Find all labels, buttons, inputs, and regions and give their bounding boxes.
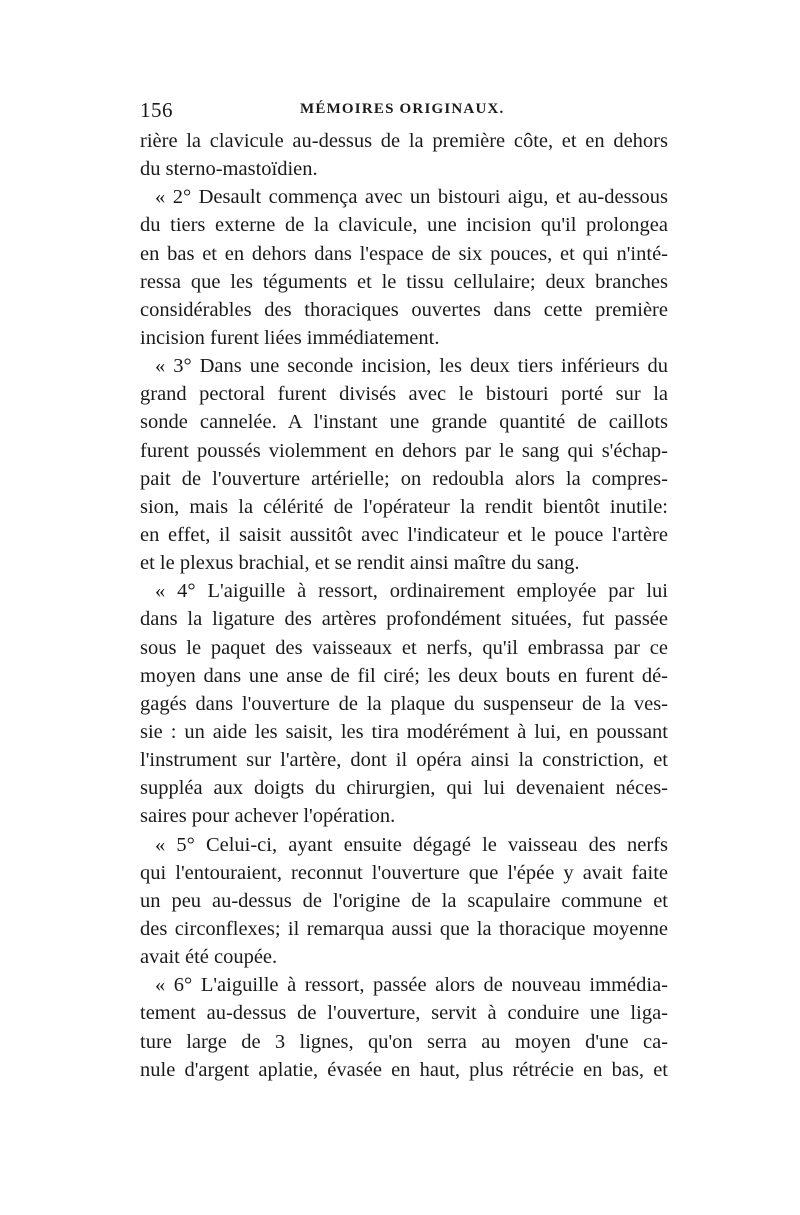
text-line: rière la clavicule au-dessus de la première côte, et en dehors: [140, 130, 668, 152]
text-line: furent poussés violemment en dehors par le sang qui s'échap-: [140, 439, 668, 462]
text-line: suppléa aux doigts du chirurgien, qui lui devenaient néces-: [140, 777, 668, 800]
text-line: gagés dans l'ouverture de la plaque du suspenseur de la ves-: [140, 692, 668, 715]
text-line: des circonflexes; il remarqua aussi que la thoracique moyenne: [140, 917, 668, 940]
text-line: saires pour achever l'opération.: [140, 805, 396, 828]
text-line: du sterno-mastoïdien.: [140, 158, 318, 181]
text-line: « 5° Celui-ci, ayant ensuite dégagé le vaisseau des nerfs: [155, 833, 668, 856]
text-line: ture large de 3 lignes, qu'on serra au moyen d'une ca-: [140, 1030, 668, 1053]
text-line: en effet, il saisit aussitôt avec l'indicateur et le pouce l'artère: [140, 523, 668, 546]
text-line: l'instrument sur l'artère, dont il opéra ainsi la constriction, et: [140, 749, 668, 772]
running-head: [140, 98, 670, 128]
text-line: en bas et en dehors dans l'espace de six pouces, et qui n'inté-: [140, 242, 668, 265]
text-line: du tiers externe de la clavicule, une incision qu'il prolongea: [140, 214, 668, 237]
text-line: grand pectoral furent divisés avec le bistouri porté sur la: [140, 383, 668, 406]
text-line: « 3° Dans une seconde incision, les deux tiers inférieurs du: [155, 355, 668, 378]
body-text: [140, 127, 668, 1084]
text-line: et le plexus brachial, et se rendit ainsi maître du sang.: [140, 552, 580, 575]
text-line: ressa que les téguments et le tissu cellulaire; deux branches: [140, 270, 668, 293]
text-line: considérables des thoraciques ouvertes dans cette première: [140, 298, 668, 321]
text-line: nule d'argent aplatie, évasée en haut, plus rétrécie en bas, et: [140, 1058, 668, 1081]
text-line: un peu au-dessus de l'origine de la scapulaire commune et: [140, 889, 668, 912]
text-line: « 2° Desault commença avec un bistouri aigu, et au-dessous: [155, 186, 668, 209]
text-line: incision furent liées immédiatement.: [140, 326, 440, 349]
text-line: sous le paquet des vaisseaux et nerfs, qu'il embrassa par ce: [140, 636, 668, 659]
text-line: dans la ligature des artères profondément situées, fut passée: [140, 608, 668, 631]
text-line: tement au-dessus de l'ouverture, servit à conduire une liga-: [140, 1002, 668, 1025]
text-line: sie : un aide les saisit, les tira modérément à lui, en poussant: [140, 720, 668, 743]
text-line: « 6° L'aiguille à ressort, passée alors de nouveau immédia-: [155, 974, 668, 997]
text-line: « 4° L'aiguille à ressort, ordinairement employée par lui: [155, 580, 668, 603]
text-line: qui l'entouraient, reconnut l'ouverture que l'épée y avait faite: [140, 861, 668, 884]
text-line: sion, mais la célérité de l'opérateur la rendit bientôt inutile:: [140, 495, 668, 518]
text-line: avait été coupée.: [140, 946, 278, 969]
running-title: MÉMOIRES ORIGINAUX.: [300, 101, 505, 117]
page-number: 156: [140, 98, 173, 122]
text-line: sonde cannelée. A l'instant une grande quantité de caillots: [140, 411, 668, 434]
text-line: moyen dans une anse de fil ciré; les deux bouts en furent dé-: [140, 664, 668, 687]
text-line: pait de l'ouverture artérielle; on redoubla alors la compres-: [140, 467, 668, 490]
